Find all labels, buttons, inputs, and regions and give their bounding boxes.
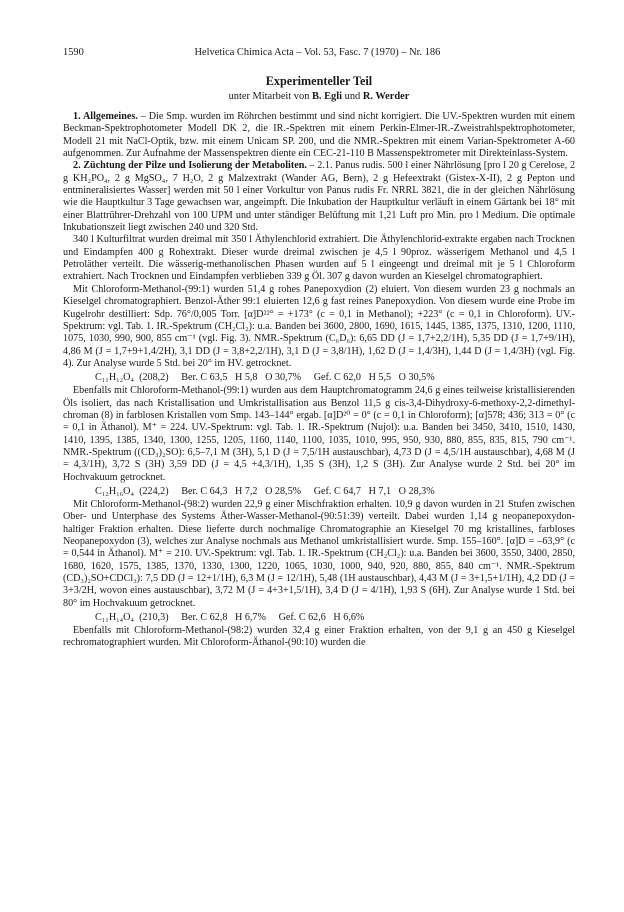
elemental-analysis: C₁₁H₁₄O₄ (210,3) Ber. C 62,8 H 6,7% Gef. C 62,6 H 6,6% — [95, 612, 365, 624]
section-allgemeines — [63, 111, 575, 160]
page — [63, 46, 575, 650]
paragraph: Mit Chloroform-Methanol-(98:2) wurden 22,9 g einer Mischfraktion erhalten. 10,9 g davon wurden in 21 Stufen zwischen Ober- und Unterphase des Systems Äther-Wasser-Methanol-(90:51:39) verteilt. Dabei wurden 1,14 g neopanepoxydon-haltiger Fraktion erhalten. Diese lieferte durch nochmalige Chromatographie an Kieselgel 70 mg kristallines, farbloses Neopanepoxydon (3), welches zur Analyse nochmals aus Methanol umkristallisiert wurde. Smp. 155–160°. [α]D = –63,9° (c = 0,544 in Äthanol). M⁺ = 210. UV.-Spektrum: vgl. Tab. 1. IR.-Spektrum (CH₂Cl₂): u.a. Banden bei 3600, 3550, 3400, 2850, 1680, 1620, 1575, 1385, 1370, 1330, 1300, 1220, 1065, 1030, 1000, 940, 920, 880, 855, 840 cm⁻¹. NMR.-Spektrum (CD₃)₂SO+CDCl₃): 7,5 DD (J = 12+1/1H), 6,3 M (J = 12/1H), 5,48 (1H austauschbar), 4,43 M (J = 3+1,5+1/1H), 4,2 DD (J = 3+3/2H, wovon eines austauschbar), 3,72 M (J = 4+3+1,5/1H), 3,4 D (J = 4/1H), 1,93 S (6H). Zur Analyse wurde 1 Std. bei 80° im Hochvakuum getrocknet. — [63, 498, 575, 609]
running-header — [63, 46, 575, 60]
page-number: 1590 — [63, 47, 84, 58]
paragraph: Ebenfalls mit Chloroform-Methanol-(98:2) wurden 32,4 g einer Fraktion erhalten, von der 9,1 g an 450 g Kieselgel rechromatographiert wurden. Mit Chloroform-Äthanol-(90:10) wurden die — [63, 625, 575, 649]
collaborator-1: B. Egli — [312, 91, 343, 102]
collaborators-prefix: unter Mitarbeit von — [228, 91, 310, 102]
collaborator-2: R. Werder — [362, 91, 410, 102]
section-heading: 1. Allgemeines. — [73, 111, 138, 122]
section-text: – 2.1. Panus rudis. 500 l einer Nährlösung [pro l 20 g Cerelose, 2 g KH₂PO₄, 2 g MgSO₄, 7 H₂O, 2 g Malzextrakt (Wander AG, Bern), 2 g Hefeextrakt (Gistex-X-II), 2 g Pepton und entmineralisiertes Wasser] werden mit 50 l einer Vorkultur von Panus rudis Fr. NRRL 3821, die in der gleichen Nährlösung wie die Hauptkultur 3 Tage gewachsen war, angeimpft. Die Inkubation der Hauptkultur verläuft in einem Gärtank bei 18° mit einer Blattrührer-Drehzahl von 100 UPM und unter ständiger Belüftung mit 1,21 Luft pro Min. pro l Medium. Die optimale Inkubationszeit liegt zwischen 240 und 320 Std. — [63, 160, 576, 234]
elemental-analysis: C₁₂H₁₆O₄ (224,2) Ber. C 64,3 H 7,2 O 28,5% Gef. C 64,7 H 7,1 O 28,3% — [95, 485, 435, 497]
section-zuechtung — [63, 160, 575, 234]
paragraph: Mit Chloroform-Methanol-(99:1) wurden 51,4 g rohes Panepoxydion (2) eluiert. Von diesem wurden 23 g nochmals an Kieselgel chromatographiert. Benzol-Äther 99:1 eluierten 12,6 g fast reines Panepoxydion. Von diesem wurde eine Probe im Kugelrohr destilliert: Sdp. 76°/0,005 Torr. [α]D²²° = +173° (c = 0,1 in Methanol); +223° (c = 0,1 in Chloroform). UV.-Spektrum: vgl. Tab. 1. IR.-Spektrum (CH₂Cl₂): u.a. Banden bei 3600, 2800, 1690, 1615, 1445, 1385, 1375, 1310, 1200, 1110, 1075, 1030, 990, 900, 855 cm⁻¹ (vgl. Fig. 3). NMR.-Spektrum (C₆D₆): 6,65 DD (J = 1,7+2,2/1H), 5,35 DD (J = 1,7+9/1H), 4,86 M (J = 1,7+9+1,4/2H), 3,1 DD (J = 3,8+2,2/1H), 3,1 D (J = 3,8/1H), 1,62 D (J = 1,4/3H), 1,44 D (J = 1,4/3H) (vgl. Fig. 4). Zur Analyse wurde 5 Std. bei 20° im HV. getrocknet. — [63, 283, 575, 369]
collaborators-joiner: und — [344, 91, 361, 102]
paragraph: 340 l Kulturfiltrat wurden dreimal mit 350 l Äthylenchlorid extrahiert. Die Äthylenchlorid-extrakte ergaben nach Trocknen und Eindampfen 400 g Rohextrakt. Dieser wurde dreimal zwischen je 4,5 l 90proz. wässerigem Methanol und 4,5 l Petroläther verteilt. Die wässerig-methanolischen Phasen wurden auf 5 l eingeengt und dreimal mit je 5 l Chloroform extrahiert. Nach Trocknen und Eindampfen verblieben 339 g Öl. 307 g davon wurden an Kieselgel chromatographiert. — [63, 234, 575, 283]
collaborators-line — [63, 90, 575, 104]
elemental-analysis: C₁₁H₁₂O₄ (208,2) Ber. C 63,5 H 5,8 O 30,7% Gef. C 62,0 H 5,5 O 30,5% — [95, 372, 435, 384]
paragraph: Ebenfalls mit Chloroform-Methanol-(99:1) wurden aus dem Hauptchromatogramm 24,6 g eines teilweise kristallisierenden Öls isoliert, das nach Kristallisation und Umkristallisation aus Benzol 11,5 g cis-3,4-Dihydroxy-6-methoxy-2,2-dimethyl-chroman (8) in farblosen Kristallen vom Smp. 143–144° ergab. [α]D²⁰ = 0° (c = 0,1 in Chloroform); [α]578; 436; 313 = 0° (c = 0,1 in Äthanol). M⁺ = 224. UV.-Spektrum: vgl. Tab. 1. IR.-Spektrum (Nujol): u.a. Banden bei 3450, 3410, 1510, 1430, 1410, 1395, 1385, 1340, 1300, 1255, 1205, 1160, 1140, 1100, 1035, 1010, 995, 950, 930, 880, 855, 835, 815, 790 cm⁻¹. NMR.-Spektrum ((CD₃)₂SO): 6,5–7,1 M (3H), 5,1 D (J = 7,5/1H austauschbar), 4,73 D (J = 4,5/1H austauschbar), 4,68 M (J = 4,3/1H), 3,72 S (3H) 3,59 DD (J = 4,5 +4,3/1H), 1,35 S (3H), 1,2 S (3H). Zur Analyse wurde 2 Std. bei 20° im Hochvakuum getrocknet. — [63, 385, 575, 483]
section-title: Experimenteller Teil — [265, 74, 373, 88]
section-text: – Die Smp. wurden im Röhrchen bestimmt und sind nicht korrigiert. Die UV.-Spektren wurden mit einem Beckman-Spektrophotometer Modell DK 2, die IR.-Spektren mit einem Perkin-Elmer-IR.-Zweistrahlspektrophotometer, Modell 21 mit NaCl-Optik, bzw. mit einem Unicam SP. 200, und die NMR.-Spektren mit einem Varian-Spektrometer A-60 aufgenommen. Zur Aufnahme der Massenspektren diente ein CEC-21-110 B Massenspektrometer mit Direkteinlass-System. — [63, 111, 576, 160]
journal-title: Helvetica Chimica Acta – Vol. 53, Fasc. 7 (1970) – Nr. 186 — [194, 47, 441, 58]
section-heading: 2. Züchtung der Pilze und Isolierung der Metaboliten. — [73, 160, 307, 172]
